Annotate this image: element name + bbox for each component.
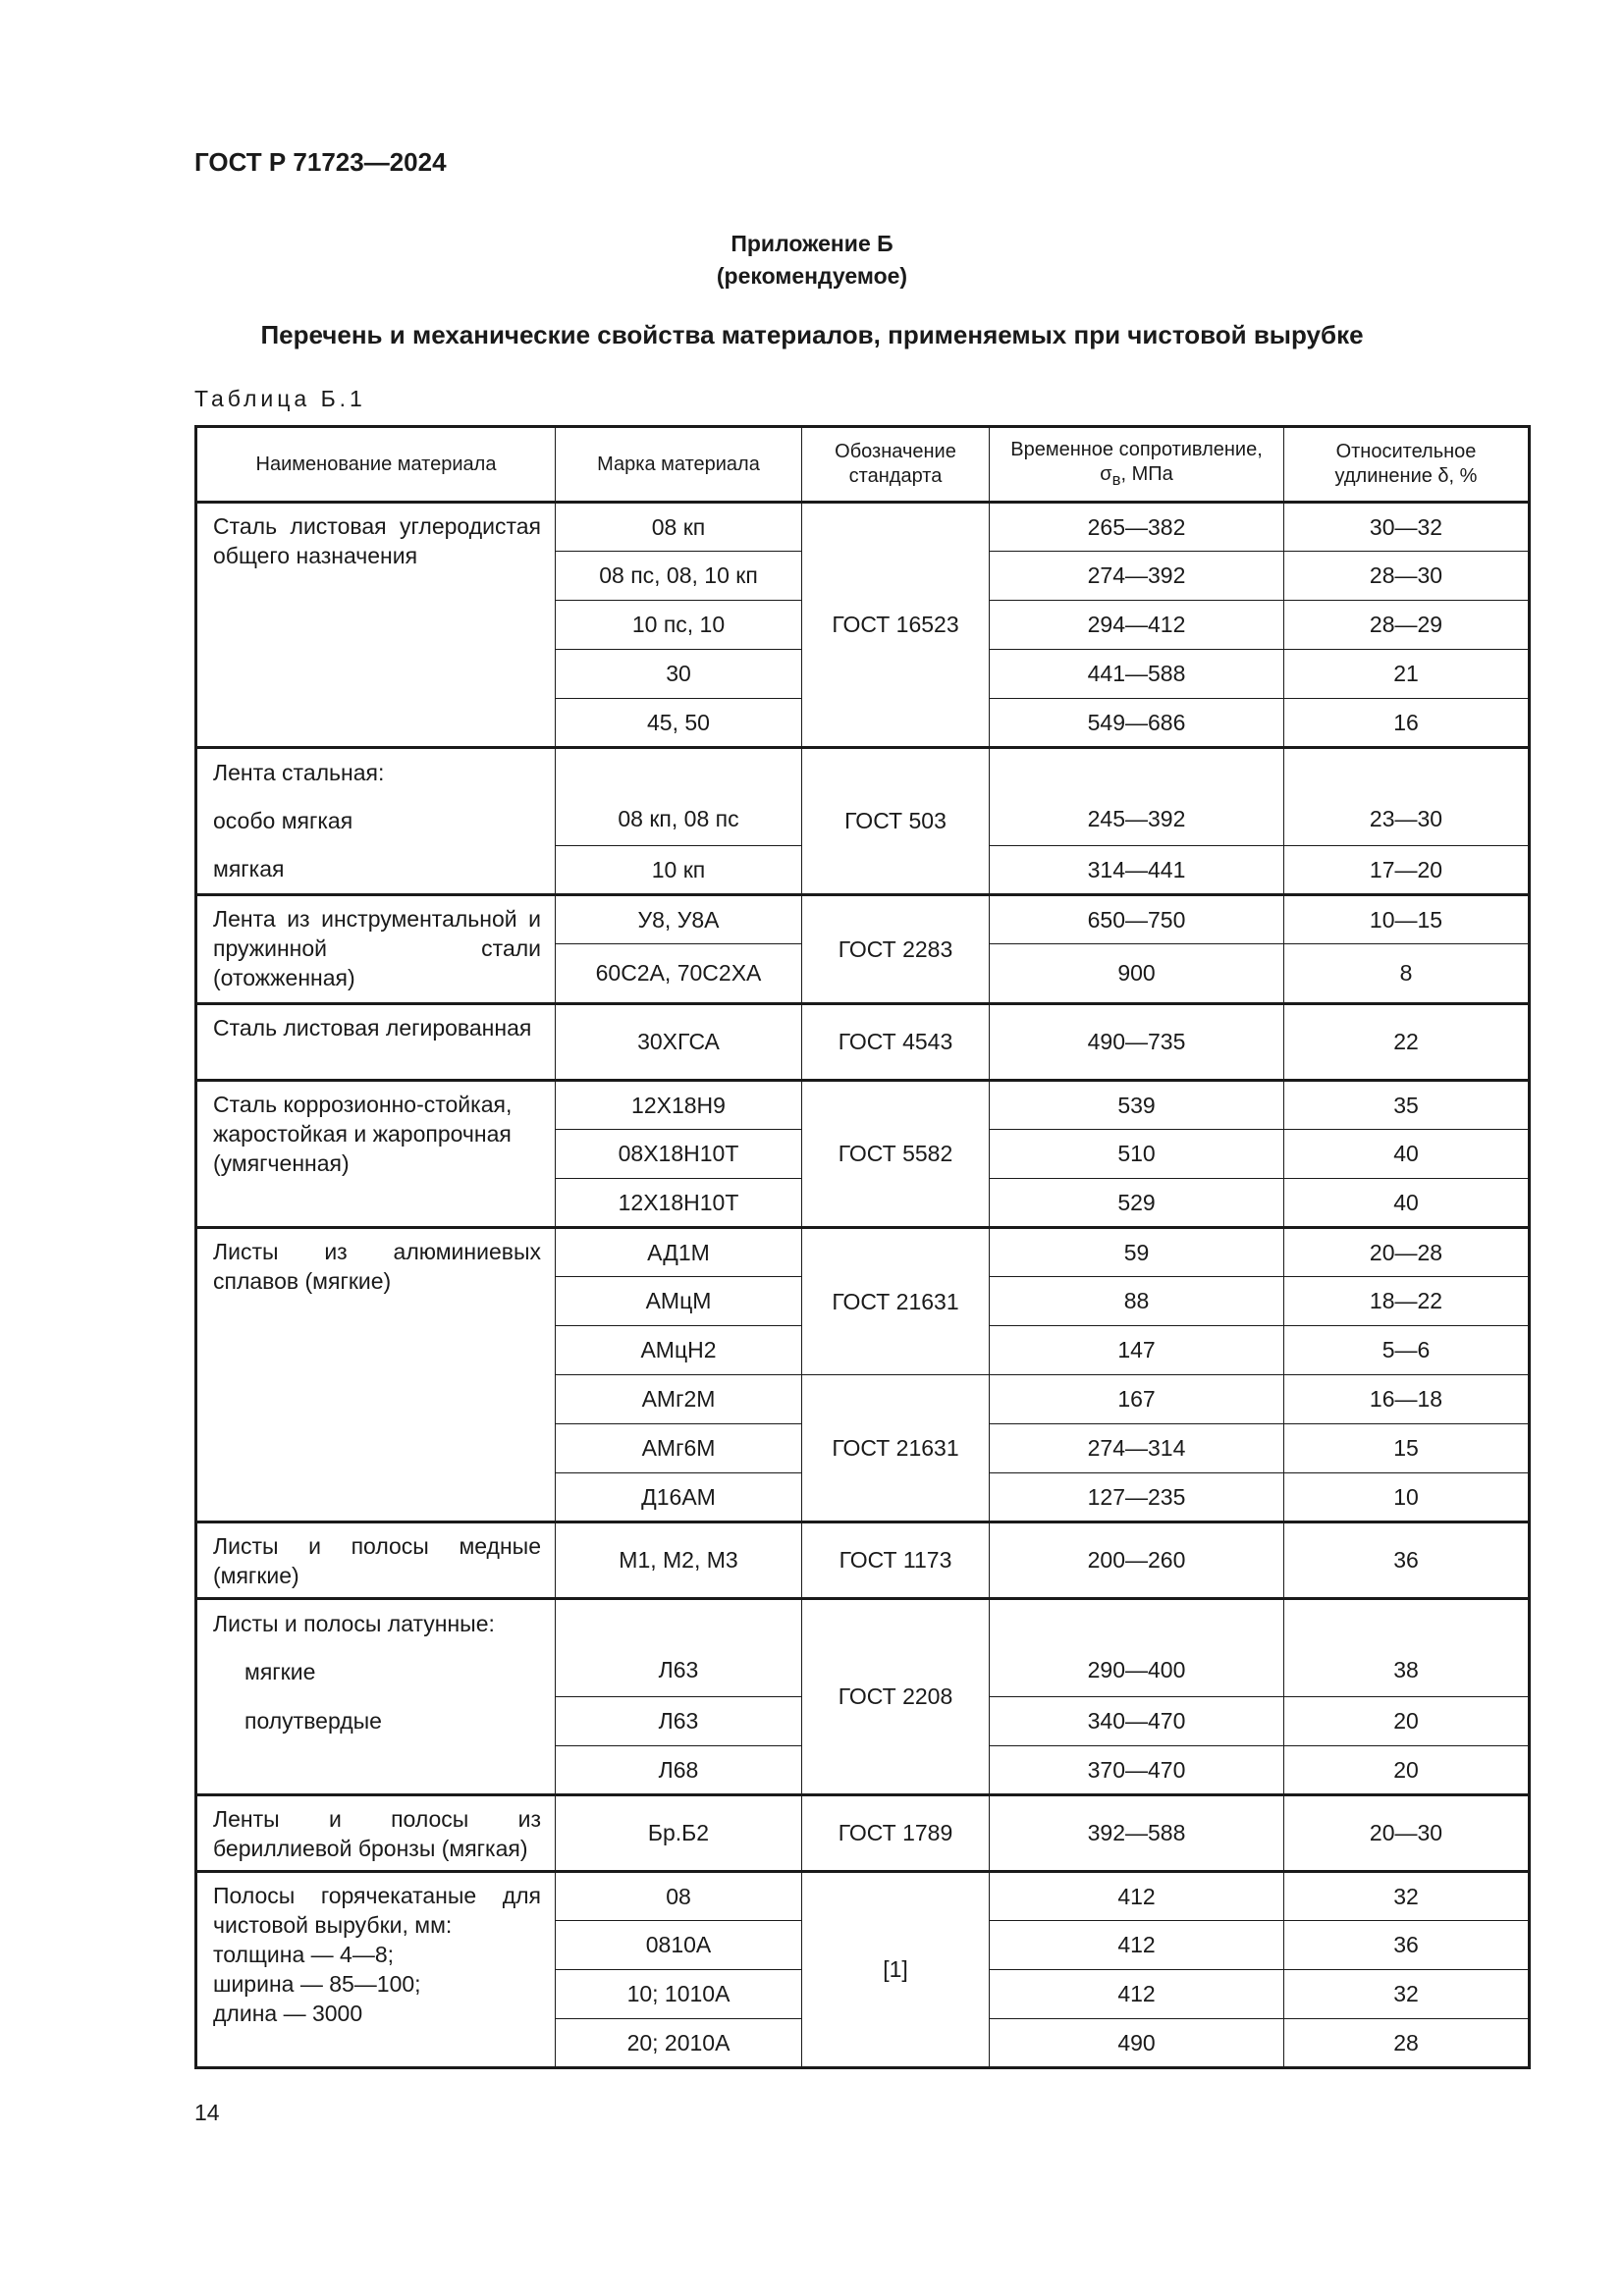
strength-cell: 274—314 [990,1424,1284,1473]
table-row [196,1872,1530,1921]
strength-cell: 340—470 [990,1697,1284,1746]
grade-cell: 08 пс, 08, 10 кп [556,552,802,601]
header-strength: Временное сопротивление, $\sigma_в$, МПа [990,427,1284,503]
strength-cell: 147 [990,1326,1284,1375]
grade-cell: 20; 2010А [556,2019,802,2068]
elongation-cell: 10—15 [1284,895,1530,944]
material-sublabel: полутвердые [196,1697,556,1746]
grade-cell: 10 пс, 10 [556,601,802,650]
elongation-cell: 15 [1284,1424,1530,1473]
strength-cell: 650—750 [990,895,1284,944]
page-number: 14 [194,2100,220,2125]
strength-cell: 900 [990,944,1284,1004]
grade-cell: 12Х18Н9 [556,1081,802,1130]
table-group [196,1599,1530,1795]
elongation-cell: 38 [1284,1599,1530,1697]
table-group [196,1872,1530,2068]
strength-cell: 59 [990,1228,1284,1277]
elongation-cell: 22 [1284,1004,1530,1081]
grade-cell: Бр.Б2 [556,1795,802,1872]
table-row [196,1081,1530,1130]
strength-cell: 314—441 [990,846,1284,895]
standard-cell: ГОСТ 4543 [802,1004,990,1081]
table-group [196,895,1530,1004]
strength-cell: 392—588 [990,1795,1284,1872]
table-row [196,1228,1530,1277]
grade-cell: 60С2А, 70С2ХА [556,944,802,1004]
grade-cell: Л63 [556,1697,802,1746]
grade-cell: 08 [556,1872,802,1921]
material-name: Листы и полосы латунные: [196,1599,556,1648]
appendix-heading [0,228,1624,293]
material-name: Листы и полосы медные (мягкие) [196,1522,556,1599]
table-row [196,1522,1530,1599]
standard-cell: ГОСТ 5582 [802,1081,990,1228]
strength-cell: 290—400 [990,1599,1284,1697]
material-name: Сталь листовая легированная [196,1004,556,1081]
elongation-cell: 28 [1284,2019,1530,2068]
strength-cell: 200—260 [990,1522,1284,1599]
elongation-cell: 10 [1284,1473,1530,1522]
header-standard: Обозначение стандарта [802,427,990,503]
grade-cell: У8, У8А [556,895,802,944]
strength-cell: 88 [990,1277,1284,1326]
header-elongation: Относительное удлинение δ, % [1284,427,1530,503]
standard-cell: ГОСТ 16523 [802,503,990,748]
table-row [196,1599,1530,1648]
strength-cell: 274—392 [990,552,1284,601]
grade-cell: 08 кп [556,503,802,552]
grade-cell: 12Х18Н10Т [556,1179,802,1228]
table-row [196,503,1530,552]
elongation-cell: 23—30 [1284,748,1530,846]
materials-table [194,425,1531,2069]
grade-cell: 45, 50 [556,699,802,748]
material-sublabel: мягкая [196,846,556,895]
standard-cell: ГОСТ 1173 [802,1522,990,1599]
standard-cell: ГОСТ 503 [802,748,990,895]
grade-cell: Л68 [556,1746,802,1795]
table-group [196,1228,1530,1522]
elongation-cell: 17—20 [1284,846,1530,895]
standard-cell: ГОСТ 21631 [802,1375,990,1522]
elongation-cell: 16—18 [1284,1375,1530,1424]
grade-cell: 30 [556,650,802,699]
material-dimension: длина — 3000 [213,2001,363,2026]
elongation-cell: 35 [1284,1081,1530,1130]
appendix-label: Приложение Б [731,231,893,256]
strength-cell: 412 [990,1970,1284,2019]
standard-cell: [1] [802,1872,990,2068]
standard-cell: ГОСТ 1789 [802,1795,990,1872]
grade-cell: 10 кп [556,846,802,895]
elongation-cell: 20 [1284,1697,1530,1746]
elongation-cell: 36 [1284,1522,1530,1599]
elongation-cell: 32 [1284,1872,1530,1921]
grade-cell: 30ХГСА [556,1004,802,1081]
strength-cell: 167 [990,1375,1284,1424]
strength-cell: 490 [990,2019,1284,2068]
elongation-cell: 40 [1284,1130,1530,1179]
header-grade: Марка материала [556,427,802,503]
table-group [196,503,1530,748]
material-name: Сталь коррозионно-стойкая, жаростойкая и жаропрочная (умягченная) [196,1081,556,1228]
strength-cell: 412 [990,1921,1284,1970]
table-row [196,1004,1530,1081]
material-dimension: толщина — 4—8; [213,1942,394,1967]
elongation-cell: 18—22 [1284,1277,1530,1326]
elongation-cell: 16 [1284,699,1530,748]
table-row [196,748,1530,797]
strength-cell: 539 [990,1081,1284,1130]
appendix-status: (рекомендуемое) [716,263,908,289]
material-name: Сталь листовая углеродистая общего назначения [196,503,556,748]
table-group [196,1081,1530,1228]
elongation-cell: 5—6 [1284,1326,1530,1375]
grade-cell: АМцН2 [556,1326,802,1375]
grade-cell: АМцМ [556,1277,802,1326]
document-code: ГОСТ Р 71723—2024 [194,147,447,177]
elongation-cell: 8 [1284,944,1530,1004]
elongation-cell: 32 [1284,1970,1530,2019]
strength-cell: 490—735 [990,1004,1284,1081]
elongation-cell: 28—29 [1284,601,1530,650]
strength-cell: 127—235 [990,1473,1284,1522]
grade-cell: 10; 1010А [556,1970,802,2019]
elongation-cell: 36 [1284,1921,1530,1970]
grade-cell: АМг6М [556,1424,802,1473]
elongation-cell: 28—30 [1284,552,1530,601]
strength-cell: 370—470 [990,1746,1284,1795]
material-dimension: ширина — 85—100; [213,1971,421,1997]
table-group [196,1795,1530,1872]
strength-cell: 412 [990,1872,1284,1921]
table-row [196,895,1530,944]
material-sublabel [196,1746,556,1795]
grade-cell: 0810А [556,1921,802,1970]
strength-cell: 265—382 [990,503,1284,552]
table-row [196,1795,1530,1872]
grade-cell: Д16АМ [556,1473,802,1522]
standard-cell: ГОСТ 2208 [802,1599,990,1795]
material-name: Лента стальная: [196,748,556,797]
strength-cell: 294—412 [990,601,1284,650]
material-name [196,1872,556,2068]
grade-cell: 08Х18Н10Т [556,1130,802,1179]
material-sublabel: мягкие [196,1648,556,1697]
table-group [196,1522,1530,1599]
grade-cell: Л63 [556,1599,802,1697]
strength-cell: 510 [990,1130,1284,1179]
elongation-cell: 30—32 [1284,503,1530,552]
material-name: Листы из алюминиевых сплавов (мягкие) [196,1228,556,1522]
grade-cell: АД1М [556,1228,802,1277]
page-title: Перечень и механические свойства материалов, применяемых при чистовой вырубке [260,320,1364,349]
table-group [196,748,1530,895]
table-header-row [196,427,1530,503]
material-sublabel: особо мягкая [196,797,556,846]
elongation-cell: 20 [1284,1746,1530,1795]
table-caption: Таблица Б.1 [194,386,366,411]
elongation-cell: 40 [1284,1179,1530,1228]
grade-cell: 08 кп, 08 пс [556,748,802,846]
elongation-cell: 21 [1284,650,1530,699]
grade-cell: АМг2М [556,1375,802,1424]
strength-cell: 529 [990,1179,1284,1228]
table-group [196,1004,1530,1081]
strength-cell: 245—392 [990,748,1284,846]
standard-cell: ГОСТ 21631 [802,1228,990,1375]
material-name-text: Полосы горячекатаные для чистовой вырубки, мм: [213,1883,541,1938]
elongation-cell: 20—30 [1284,1795,1530,1872]
standard-cell: ГОСТ 2283 [802,895,990,1004]
strength-cell: 549—686 [990,699,1284,748]
strength-cell: 441—588 [990,650,1284,699]
header-material: Наименование материала [196,427,556,503]
grade-cell: М1, М2, М3 [556,1522,802,1599]
material-name: Ленты и полосы из бериллиевой бронзы (мягкая) [196,1795,556,1872]
material-name: Лента из инструментальной и пружинной стали (отожженная) [196,895,556,1004]
elongation-cell: 20—28 [1284,1228,1530,1277]
